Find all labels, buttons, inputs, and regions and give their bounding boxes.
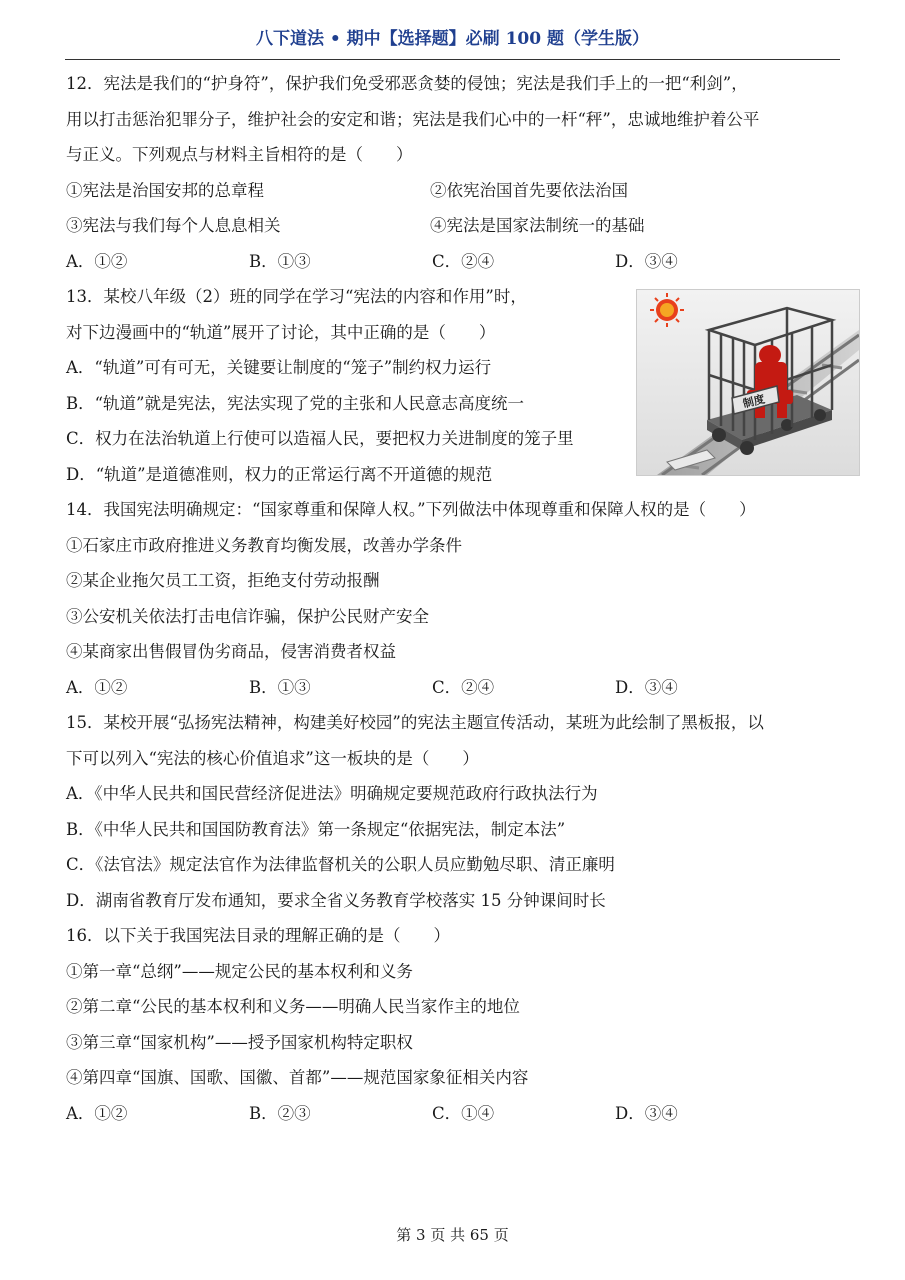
question-16	[66, 918, 846, 1131]
question-13	[66, 279, 626, 492]
q15-choice-d: D．湖南省教育厅发布通知，要求全省义务教育学校落实 15 分钟课间时长	[66, 890, 606, 910]
q14-choice-d: D．③④	[615, 677, 678, 697]
q12-choice-b: B．①③	[249, 251, 311, 271]
q14-item-4: ④某商家出售假冒伪劣商品，侵害消费者权益	[66, 642, 396, 661]
q16-item-3: ③第三章“国家机构”——授予国家机构特定职权	[66, 1032, 413, 1052]
cage-label-text: 制度	[741, 392, 767, 411]
question-15	[66, 705, 846, 918]
q12-stem-line-3: 与正义。下列观点与材料主旨相符的是（ ）	[66, 145, 413, 164]
q12-items-row-2	[66, 208, 846, 244]
q16-choice-d: D．③④	[615, 1103, 678, 1123]
cartoon-cage-on-track-illustration	[637, 290, 859, 475]
q16-choice-a: A．①②	[66, 1103, 128, 1123]
q16-choices	[66, 1096, 846, 1132]
q12-choice-d: D．③④	[615, 251, 678, 271]
q16-choice-b: B．②③	[249, 1103, 311, 1123]
question-12	[66, 66, 846, 279]
q14-item-2: ②某企业拖欠员工工资，拒绝支付劳动报酬	[66, 571, 380, 590]
q13-choice-c: C．权力在法治轨道上行使可以造福人民，要把权力关进制度的笼子里	[66, 429, 574, 448]
q12-choices	[66, 244, 846, 280]
q12-item-1: ①宪法是治国安邦的总章程	[66, 180, 264, 200]
q13-choice-b: B．“轨道”就是宪法，宪法实现了党的主张和人民意志高度统一	[66, 393, 524, 413]
q14-choice-c: C．②④	[432, 677, 495, 697]
q14-choice-b: B．①③	[249, 677, 311, 697]
q13-choice-d: D．“轨道”是道德准则，权力的正常运行离不开道德的规范	[66, 464, 493, 484]
q14-item-1: ①石家庄市政府推进义务教育均衡发展，改善办学条件	[66, 535, 462, 555]
q14-stem-line-1: 14．我国宪法明确规定：“国家尊重和保障人权。”下列做法中体现尊重和保障人权的是（ ）	[66, 500, 756, 519]
document-header-title: 八下道法 • 期中【选择题】必刷 100 题（学生版）	[255, 29, 650, 49]
q16-item-2: ②第二章“公民的基本权利和义务——明确人民当家作主的地位	[66, 997, 520, 1016]
q12-item-2: ②依宪治国首先要依法治国	[430, 180, 628, 200]
q14-item-3: ③公安机关依法打击电信诈骗，保护公民财产安全	[66, 606, 429, 626]
q16-item-4: ④第四章“国旗、国歌、国徽、首都”——规范国家象征相关内容	[66, 1068, 529, 1087]
q12-stem-line-1: 12．宪法是我们的“护身符”，保护我们免受邪恶贪婪的侵蚀；宪法是我们手上的一把“利剑”，	[66, 74, 748, 93]
q15-stem-line-1: 15．某校开展“弘扬宪法精神，构建美好校园”的宪法主题宣传活动，某班为此绘制了黑板报，以	[66, 713, 764, 732]
q12-item-4: ④宪法是国家法制统一的基础	[430, 216, 645, 235]
q14-choices	[66, 670, 846, 706]
q14-choice-a: A．①②	[66, 677, 128, 697]
q12-stem-line-2: 用以打击惩治犯罪分子，维护社会的安定和谐；宪法是我们心中的一杆“秤”，忠诚地维护着公平	[66, 109, 760, 129]
q15-choice-c: C．《法官法》规定法官作为法律监督机关的公职人员应勤勉尽职、清正廉明	[66, 855, 615, 874]
q12-item-3: ③宪法与我们每个人息息相关	[66, 216, 281, 235]
page-number-footer: 第 3 页 共 65 页	[396, 1226, 509, 1244]
q16-item-1: ①第一章“总纲”——规定公民的基本权利和义务	[66, 961, 413, 981]
q15-choice-a: A．《中华人民共和国民营经济促进法》明确规定要规范政府行政执法行为	[66, 784, 598, 803]
q15-choice-b: B．《中华人民共和国国防教育法》第一条规定“依据宪法，制定本法”	[66, 819, 566, 839]
q12-choice-a: A．①②	[66, 251, 128, 271]
q13-stem-line-1: 13．某校八年级（2）班的同学在学习“宪法的内容和作用”时，	[66, 287, 527, 306]
q16-choice-c: C．①④	[432, 1103, 495, 1123]
q13-choice-a: A．“轨道”可有可无，关键要让制度的“笼子”制约权力运行	[66, 358, 492, 377]
q13-cartoon-image	[636, 289, 860, 476]
question-14	[66, 492, 846, 705]
q15-stem-line-2: 下可以列入“宪法的核心价值追求”这一板块的是（ ）	[66, 748, 479, 768]
q16-stem-line-1: 16．以下关于我国宪法目录的理解正确的是（ ）	[66, 926, 450, 945]
question-content	[66, 66, 846, 1131]
q12-items-row-1	[66, 173, 846, 209]
q12-choice-c: C．②④	[432, 251, 495, 271]
header-rule	[65, 59, 840, 60]
q13-stem-line-2: 对下边漫画中的“轨道”展开了讨论，其中正确的是（ ）	[66, 322, 496, 342]
